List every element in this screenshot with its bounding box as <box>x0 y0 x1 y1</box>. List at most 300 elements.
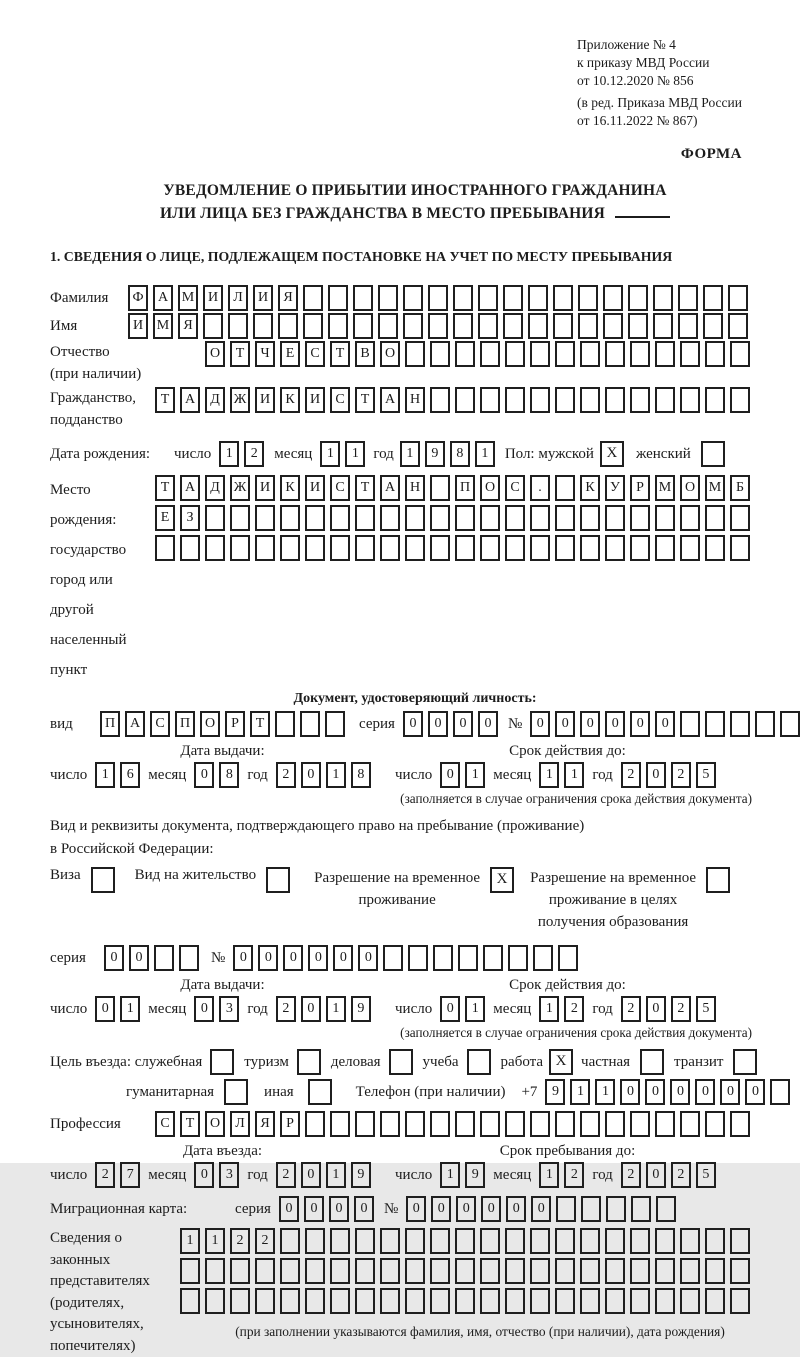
given-name-cells[interactable] <box>128 313 748 339</box>
form-cell[interactable]: 0 <box>440 996 460 1022</box>
form-cell[interactable] <box>405 505 425 531</box>
form-cell[interactable] <box>330 505 350 531</box>
form-cell[interactable] <box>455 341 475 367</box>
form-cell[interactable] <box>680 387 700 413</box>
form-cell[interactable] <box>680 505 700 531</box>
form-cell[interactable] <box>480 535 500 561</box>
form-cell[interactable]: 9 <box>351 1162 371 1188</box>
form-cell[interactable] <box>430 1228 450 1254</box>
form-cell[interactable] <box>380 535 400 561</box>
birth-place-cells-line1[interactable] <box>155 475 750 501</box>
form-cell[interactable] <box>280 1288 300 1314</box>
form-cell[interactable] <box>328 285 348 311</box>
form-cell[interactable]: 0 <box>428 711 448 737</box>
form-cell[interactable]: Т <box>230 341 250 367</box>
form-cell[interactable]: К <box>280 387 300 413</box>
form-cell[interactable]: 0 <box>720 1079 740 1105</box>
form-cell[interactable] <box>430 387 450 413</box>
form-cell[interactable] <box>278 313 298 339</box>
permit-valid-day-cells[interactable] <box>440 996 485 1022</box>
form-cell[interactable] <box>705 535 725 561</box>
form-cell[interactable]: А <box>180 387 200 413</box>
profession-cells[interactable] <box>155 1111 750 1137</box>
form-cell[interactable] <box>580 1111 600 1137</box>
form-cell[interactable]: 0 <box>580 711 600 737</box>
form-cell[interactable]: Н <box>405 387 425 413</box>
form-cell[interactable] <box>355 1111 375 1137</box>
form-cell[interactable]: 0 <box>670 1079 690 1105</box>
form-cell[interactable]: С <box>150 711 170 737</box>
form-cell[interactable] <box>428 313 448 339</box>
form-cell[interactable] <box>325 711 345 737</box>
form-cell[interactable]: 1 <box>595 1079 615 1105</box>
form-cell[interactable] <box>533 945 553 971</box>
form-cell[interactable] <box>180 1288 200 1314</box>
form-cell[interactable] <box>505 1111 525 1137</box>
form-cell[interactable] <box>478 285 498 311</box>
permit-valid-month-cells[interactable] <box>539 996 584 1022</box>
form-cell[interactable] <box>655 505 675 531</box>
form-cell[interactable] <box>280 535 300 561</box>
permit-issue-day-cells[interactable] <box>95 996 140 1022</box>
permit-valid-year-cells[interactable] <box>621 996 716 1022</box>
form-cell[interactable] <box>555 505 575 531</box>
form-cell[interactable] <box>730 1288 750 1314</box>
form-cell[interactable] <box>380 1288 400 1314</box>
form-cell[interactable]: 1 <box>539 762 559 788</box>
form-cell[interactable]: 0 <box>481 1196 501 1222</box>
form-cell[interactable]: И <box>128 313 148 339</box>
form-cell[interactable] <box>205 505 225 531</box>
form-cell[interactable]: А <box>125 711 145 737</box>
form-cell[interactable]: А <box>380 475 400 501</box>
form-cell[interactable] <box>480 1111 500 1137</box>
form-cell[interactable] <box>505 1288 525 1314</box>
form-cell[interactable]: 1 <box>564 762 584 788</box>
form-cell[interactable]: М <box>153 313 173 339</box>
birth-place-cells-line2[interactable] <box>155 505 750 531</box>
form-cell[interactable] <box>730 711 750 737</box>
form-cell[interactable] <box>405 535 425 561</box>
form-cell[interactable] <box>680 1288 700 1314</box>
form-cell[interactable] <box>255 535 275 561</box>
temp-residence-edu-checkbox[interactable] <box>706 867 730 893</box>
form-cell[interactable] <box>605 1258 625 1284</box>
form-cell[interactable]: 0 <box>301 1162 321 1188</box>
form-cell[interactable]: 0 <box>406 1196 426 1222</box>
form-cell[interactable] <box>355 1228 375 1254</box>
form-cell[interactable] <box>378 313 398 339</box>
form-cell[interactable]: 2 <box>244 441 264 467</box>
form-cell[interactable] <box>230 535 250 561</box>
form-cell[interactable] <box>580 1288 600 1314</box>
form-cell[interactable] <box>530 1228 550 1254</box>
form-cell[interactable]: И <box>305 475 325 501</box>
form-cell[interactable] <box>606 1196 626 1222</box>
form-cell[interactable] <box>480 1258 500 1284</box>
form-cell[interactable]: 0 <box>695 1079 715 1105</box>
form-cell[interactable] <box>655 1228 675 1254</box>
id-valid-month-cells[interactable] <box>539 762 584 788</box>
form-cell[interactable] <box>580 535 600 561</box>
form-cell[interactable]: Т <box>155 387 175 413</box>
form-cell[interactable]: 2 <box>671 996 691 1022</box>
sex-female-checkbox[interactable] <box>701 441 725 467</box>
form-cell[interactable]: 0 <box>95 996 115 1022</box>
form-cell[interactable]: 8 <box>351 762 371 788</box>
form-cell[interactable]: Ж <box>230 387 250 413</box>
form-cell[interactable]: П <box>100 711 120 737</box>
stay-day-cells[interactable] <box>440 1162 485 1188</box>
form-cell[interactable] <box>430 341 450 367</box>
form-cell[interactable] <box>605 1288 625 1314</box>
form-cell[interactable] <box>230 1258 250 1284</box>
form-cell[interactable]: 0 <box>605 711 625 737</box>
birth-month-cells[interactable] <box>320 441 365 467</box>
id-issue-month-cells[interactable] <box>194 762 239 788</box>
form-cell[interactable] <box>455 1228 475 1254</box>
form-cell[interactable]: Д <box>205 475 225 501</box>
form-cell[interactable] <box>458 945 478 971</box>
form-cell[interactable]: У <box>605 475 625 501</box>
form-cell[interactable] <box>556 1196 576 1222</box>
form-cell[interactable]: С <box>155 1111 175 1137</box>
migration-number-cells[interactable] <box>406 1196 676 1222</box>
form-cell[interactable] <box>555 475 575 501</box>
form-cell[interactable] <box>680 1228 700 1254</box>
form-cell[interactable]: 5 <box>696 1162 716 1188</box>
form-cell[interactable] <box>630 387 650 413</box>
representatives-cells-line1[interactable] <box>180 1228 750 1254</box>
id-issue-day-cells[interactable] <box>95 762 140 788</box>
form-cell[interactable] <box>630 505 650 531</box>
form-cell[interactable] <box>480 1228 500 1254</box>
form-cell[interactable]: С <box>330 475 350 501</box>
form-cell[interactable]: 2 <box>255 1228 275 1254</box>
form-cell[interactable] <box>730 1258 750 1284</box>
form-cell[interactable] <box>305 1228 325 1254</box>
purpose-humanitarian-checkbox[interactable] <box>224 1079 248 1105</box>
form-cell[interactable] <box>253 313 273 339</box>
form-cell[interactable] <box>655 535 675 561</box>
form-cell[interactable]: 0 <box>530 711 550 737</box>
purpose-official-checkbox[interactable] <box>210 1049 234 1075</box>
form-cell[interactable]: 0 <box>301 996 321 1022</box>
form-cell[interactable] <box>205 1258 225 1284</box>
form-cell[interactable] <box>505 505 525 531</box>
form-cell[interactable] <box>528 313 548 339</box>
birth-place-cells-line3[interactable] <box>155 535 750 561</box>
entry-year-cells[interactable] <box>276 1162 371 1188</box>
form-cell[interactable] <box>555 1288 575 1314</box>
form-cell[interactable]: 0 <box>194 762 214 788</box>
form-cell[interactable] <box>480 505 500 531</box>
form-cell[interactable]: 0 <box>301 762 321 788</box>
form-cell[interactable] <box>205 535 225 561</box>
form-cell[interactable] <box>380 1258 400 1284</box>
form-cell[interactable] <box>203 313 223 339</box>
form-cell[interactable]: 2 <box>276 1162 296 1188</box>
form-cell[interactable]: 2 <box>95 1162 115 1188</box>
form-cell[interactable] <box>503 285 523 311</box>
form-cell[interactable]: 0 <box>620 1079 640 1105</box>
form-cell[interactable]: 9 <box>465 1162 485 1188</box>
form-cell[interactable]: 0 <box>630 711 650 737</box>
form-cell[interactable]: П <box>455 475 475 501</box>
form-cell[interactable]: 1 <box>400 441 420 467</box>
form-cell[interactable]: А <box>380 387 400 413</box>
form-cell[interactable] <box>555 1228 575 1254</box>
form-cell[interactable] <box>430 475 450 501</box>
form-cell[interactable]: 2 <box>230 1228 250 1254</box>
form-cell[interactable]: 1 <box>539 1162 559 1188</box>
form-cell[interactable] <box>580 1258 600 1284</box>
form-cell[interactable]: 0 <box>531 1196 551 1222</box>
form-cell[interactable] <box>680 1258 700 1284</box>
form-cell[interactable]: 0 <box>646 996 666 1022</box>
form-cell[interactable] <box>405 1228 425 1254</box>
form-cell[interactable]: 1 <box>326 996 346 1022</box>
form-cell[interactable] <box>705 341 725 367</box>
form-cell[interactable] <box>580 1228 600 1254</box>
form-cell[interactable] <box>305 1111 325 1137</box>
form-cell[interactable] <box>603 313 623 339</box>
form-cell[interactable]: 0 <box>431 1196 451 1222</box>
form-cell[interactable]: Ж <box>230 475 250 501</box>
residence-permit-checkbox[interactable] <box>266 867 290 893</box>
form-cell[interactable] <box>355 535 375 561</box>
form-cell[interactable] <box>580 341 600 367</box>
form-cell[interactable] <box>378 285 398 311</box>
form-cell[interactable] <box>505 341 525 367</box>
form-cell[interactable]: Н <box>405 475 425 501</box>
form-cell[interactable] <box>555 341 575 367</box>
form-cell[interactable]: Т <box>355 475 375 501</box>
form-cell[interactable]: 2 <box>621 762 641 788</box>
form-cell[interactable] <box>230 1288 250 1314</box>
form-cell[interactable]: 0 <box>194 996 214 1022</box>
form-cell[interactable]: 0 <box>104 945 124 971</box>
stay-year-cells[interactable] <box>621 1162 716 1188</box>
form-cell[interactable]: 0 <box>194 1162 214 1188</box>
entry-day-cells[interactable] <box>95 1162 140 1188</box>
form-cell[interactable] <box>228 313 248 339</box>
form-cell[interactable] <box>303 285 323 311</box>
form-cell[interactable] <box>154 945 174 971</box>
form-cell[interactable] <box>455 535 475 561</box>
form-cell[interactable] <box>328 313 348 339</box>
stay-month-cells[interactable] <box>539 1162 584 1188</box>
form-cell[interactable] <box>580 505 600 531</box>
form-cell[interactable]: 3 <box>219 996 239 1022</box>
form-cell[interactable] <box>555 535 575 561</box>
form-cell[interactable] <box>355 505 375 531</box>
form-cell[interactable]: 0 <box>403 711 423 737</box>
form-cell[interactable]: 1 <box>219 441 239 467</box>
form-cell[interactable] <box>483 945 503 971</box>
form-cell[interactable] <box>605 1228 625 1254</box>
form-cell[interactable] <box>403 285 423 311</box>
form-cell[interactable]: И <box>203 285 223 311</box>
form-cell[interactable]: 0 <box>354 1196 374 1222</box>
form-cell[interactable] <box>508 945 528 971</box>
form-cell[interactable] <box>555 1111 575 1137</box>
form-cell[interactable] <box>255 505 275 531</box>
form-cell[interactable]: Е <box>155 505 175 531</box>
form-cell[interactable]: 1 <box>205 1228 225 1254</box>
form-cell[interactable]: 1 <box>475 441 495 467</box>
form-cell[interactable] <box>578 285 598 311</box>
form-cell[interactable]: 0 <box>646 1162 666 1188</box>
purpose-study-checkbox[interactable] <box>467 1049 491 1075</box>
purpose-private-checkbox[interactable] <box>640 1049 664 1075</box>
form-cell[interactable] <box>405 1111 425 1137</box>
form-cell[interactable] <box>433 945 453 971</box>
form-cell[interactable] <box>330 1258 350 1284</box>
form-cell[interactable]: Я <box>278 285 298 311</box>
form-cell[interactable]: 0 <box>258 945 278 971</box>
permit-series-cells[interactable] <box>104 945 199 971</box>
form-cell[interactable]: 2 <box>564 1162 584 1188</box>
form-cell[interactable] <box>180 1258 200 1284</box>
form-cell[interactable] <box>630 535 650 561</box>
form-cell[interactable]: 5 <box>696 762 716 788</box>
form-cell[interactable]: О <box>380 341 400 367</box>
form-cell[interactable] <box>353 285 373 311</box>
form-cell[interactable]: 0 <box>645 1079 665 1105</box>
form-cell[interactable] <box>755 711 775 737</box>
form-cell[interactable]: М <box>178 285 198 311</box>
form-cell[interactable] <box>505 535 525 561</box>
form-cell[interactable] <box>480 341 500 367</box>
id-issue-year-cells[interactable] <box>276 762 371 788</box>
form-cell[interactable] <box>655 1288 675 1314</box>
form-cell[interactable] <box>630 1228 650 1254</box>
form-cell[interactable] <box>730 505 750 531</box>
form-cell[interactable] <box>428 285 448 311</box>
form-cell[interactable]: 0 <box>233 945 253 971</box>
form-cell[interactable] <box>403 313 423 339</box>
form-cell[interactable]: 0 <box>646 762 666 788</box>
form-cell[interactable] <box>380 505 400 531</box>
form-cell[interactable]: 0 <box>456 1196 476 1222</box>
form-cell[interactable]: 1 <box>539 996 559 1022</box>
form-cell[interactable] <box>305 1288 325 1314</box>
form-cell[interactable]: 0 <box>333 945 353 971</box>
form-cell[interactable]: Ф <box>128 285 148 311</box>
form-cell[interactable] <box>430 505 450 531</box>
form-cell[interactable] <box>155 535 175 561</box>
form-cell[interactable] <box>678 313 698 339</box>
form-cell[interactable]: О <box>680 475 700 501</box>
form-cell[interactable] <box>305 1258 325 1284</box>
form-cell[interactable] <box>656 1196 676 1222</box>
form-cell[interactable] <box>530 1288 550 1314</box>
id-valid-day-cells[interactable] <box>440 762 485 788</box>
form-cell[interactable] <box>305 505 325 531</box>
form-cell[interactable] <box>255 1288 275 1314</box>
form-cell[interactable] <box>505 1228 525 1254</box>
form-cell[interactable] <box>455 387 475 413</box>
form-cell[interactable] <box>728 313 748 339</box>
form-cell[interactable]: Д <box>205 387 225 413</box>
form-cell[interactable]: З <box>180 505 200 531</box>
form-cell[interactable] <box>631 1196 651 1222</box>
form-cell[interactable] <box>503 313 523 339</box>
form-cell[interactable] <box>605 1111 625 1137</box>
form-cell[interactable]: О <box>205 1111 225 1137</box>
permit-number-cells[interactable] <box>233 945 578 971</box>
form-cell[interactable] <box>553 285 573 311</box>
form-cell[interactable]: Я <box>178 313 198 339</box>
form-cell[interactable] <box>680 1111 700 1137</box>
form-cell[interactable] <box>703 313 723 339</box>
form-cell[interactable]: 9 <box>425 441 445 467</box>
form-cell[interactable]: 1 <box>465 762 485 788</box>
form-cell[interactable] <box>430 1258 450 1284</box>
form-cell[interactable]: 1 <box>120 996 140 1022</box>
form-cell[interactable]: 1 <box>326 762 346 788</box>
form-cell[interactable] <box>355 1258 375 1284</box>
form-cell[interactable] <box>455 1288 475 1314</box>
birth-day-cells[interactable] <box>219 441 264 467</box>
form-cell[interactable] <box>280 1258 300 1284</box>
form-cell[interactable]: 1 <box>465 996 485 1022</box>
form-cell[interactable] <box>383 945 403 971</box>
form-cell[interactable]: В <box>355 341 375 367</box>
form-cell[interactable] <box>705 1258 725 1284</box>
migration-series-cells[interactable] <box>279 1196 374 1222</box>
form-cell[interactable]: 2 <box>276 762 296 788</box>
patronymic-cells[interactable] <box>205 341 750 367</box>
form-cell[interactable]: 3 <box>219 1162 239 1188</box>
form-cell[interactable] <box>653 285 673 311</box>
form-cell[interactable] <box>581 1196 601 1222</box>
form-cell[interactable] <box>553 313 573 339</box>
form-cell[interactable]: 1 <box>326 1162 346 1188</box>
form-cell[interactable]: С <box>505 475 525 501</box>
form-cell[interactable]: 1 <box>440 1162 460 1188</box>
form-cell[interactable]: Е <box>280 341 300 367</box>
visa-checkbox[interactable] <box>91 867 115 893</box>
form-cell[interactable] <box>705 1288 725 1314</box>
form-cell[interactable] <box>730 387 750 413</box>
form-cell[interactable] <box>255 1258 275 1284</box>
form-cell[interactable] <box>603 285 623 311</box>
form-cell[interactable] <box>730 1111 750 1137</box>
form-cell[interactable] <box>405 1288 425 1314</box>
form-cell[interactable]: 8 <box>219 762 239 788</box>
form-cell[interactable]: Р <box>630 475 650 501</box>
form-cell[interactable] <box>530 341 550 367</box>
form-cell[interactable] <box>505 1258 525 1284</box>
form-cell[interactable]: 1 <box>180 1228 200 1254</box>
form-cell[interactable] <box>430 1111 450 1137</box>
form-cell[interactable]: О <box>480 475 500 501</box>
form-cell[interactable]: 2 <box>621 1162 641 1188</box>
form-cell[interactable]: Т <box>330 341 350 367</box>
form-cell[interactable] <box>705 505 725 531</box>
form-cell[interactable] <box>275 711 295 737</box>
form-cell[interactable]: П <box>175 711 195 737</box>
form-cell[interactable] <box>705 1111 725 1137</box>
form-cell[interactable] <box>555 387 575 413</box>
form-cell[interactable]: Т <box>155 475 175 501</box>
form-cell[interactable] <box>280 505 300 531</box>
form-cell[interactable]: К <box>580 475 600 501</box>
form-cell[interactable] <box>705 387 725 413</box>
form-cell[interactable] <box>480 387 500 413</box>
